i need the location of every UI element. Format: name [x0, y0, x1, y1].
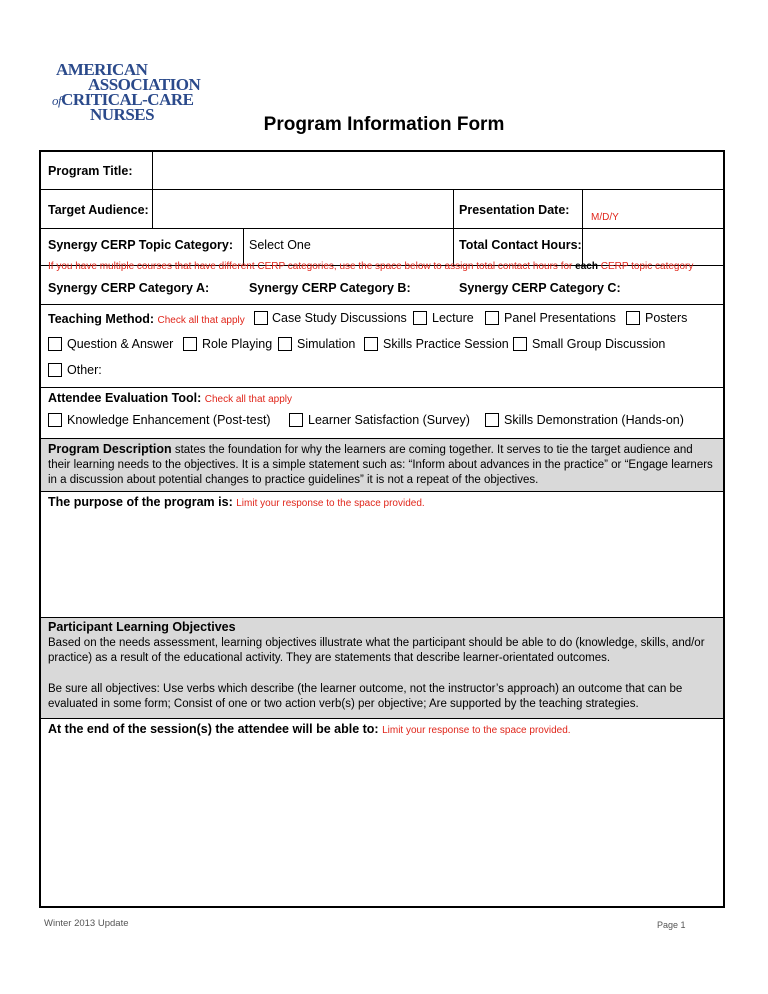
checkbox-question-answer[interactable] — [48, 337, 62, 351]
divider — [41, 304, 723, 305]
program-title-label: Program Title: — [48, 164, 133, 178]
purpose-hint: Limit your response to the space provided. — [236, 498, 425, 509]
evaluation-tool-label — [48, 390, 292, 408]
page-title — [0, 114, 768, 136]
category-b-label: Synergy CERP Category B: — [249, 281, 411, 295]
teaching-method-hint: Check all that apply — [157, 315, 245, 326]
footer-left: Winter 2013 Update — [44, 918, 129, 929]
logo-line-4: NURSES — [90, 105, 155, 124]
checkbox-simulation[interactable] — [278, 337, 292, 351]
objectives-response-area[interactable] — [41, 740, 723, 904]
presentation-date-label: Presentation Date: — [459, 203, 570, 217]
objectives-paragraph-2 — [48, 682, 718, 712]
option-case-study: Case Study Discussions — [272, 311, 407, 325]
aacn-logo — [52, 62, 212, 122]
evaluation-tool-hint: Check all that apply — [204, 394, 293, 405]
teaching-method-label-text: Teaching Method: — [48, 312, 155, 326]
checkbox-skills-demonstration[interactable] — [485, 413, 499, 427]
divider — [41, 387, 723, 388]
description-line-3: in a discussion about potential changes to practice guidelines” it is not a repeat of the objectives. — [48, 474, 539, 486]
synergy-topic-label: Synergy CERP Topic Category: — [48, 238, 233, 252]
objectives-heading: Participant Learning Objectives — [48, 620, 236, 634]
description-line-1: states the foundation for why the learners are coming together. It serves to tie the target audience and — [171, 444, 693, 456]
option-small-group: Small Group Discussion — [532, 337, 666, 351]
option-knowledge-enhancement: Knowledge Enhancement (Post-test) — [67, 413, 271, 427]
category-c-label: Synergy CERP Category C: — [459, 281, 621, 295]
option-posters: Posters — [645, 311, 688, 325]
option-role-playing: Role Playing — [202, 337, 273, 351]
total-contact-hours-label: Total Contact Hours: — [459, 238, 582, 252]
checkbox-learner-satisfaction[interactable] — [289, 413, 303, 427]
divider — [41, 718, 723, 719]
checkbox-panel-presentations[interactable] — [485, 311, 499, 325]
end-session-label — [48, 721, 571, 739]
target-audience-field[interactable] — [153, 190, 453, 228]
checkbox-small-group[interactable] — [513, 337, 527, 351]
category-a-label: Synergy CERP Category A: — [48, 281, 210, 295]
checkbox-role-playing[interactable] — [183, 337, 197, 351]
objectives-p1-line1: Based on the needs assessment, learning objectives illustrate what the participant should be able to do (knowledge, skills, and/or — [48, 637, 705, 649]
purpose-label — [48, 494, 425, 512]
target-audience-label — [48, 202, 149, 218]
teaching-method-label — [48, 311, 245, 329]
logo-line-1: AMERICAN — [56, 60, 148, 79]
end-session-hint: Limit your response to the space provided. — [382, 725, 571, 736]
target-audience-label-text: Target Audience: — [48, 203, 149, 217]
objectives-p2-line1: Be sure all objectives: Use verbs which describe (the learner outcome, not the instructor’s approach) an outcome that can be — [48, 683, 683, 695]
option-other: Other: — [67, 363, 102, 377]
checkbox-skills-practice[interactable] — [364, 337, 378, 351]
checkbox-other[interactable] — [48, 363, 62, 377]
description-line-2: their learning needs to the objectives. It is a simple statement such as: “Inform about advances in the practice” or “Engage learners — [48, 459, 713, 471]
footer-page-number: Page 1 — [657, 920, 686, 930]
objectives-paragraph-1 — [48, 636, 718, 666]
logo-of: of — [52, 93, 62, 108]
option-simulation: Simulation — [297, 337, 356, 351]
option-skills-demonstration: Skills Demonstration (Hands-on) — [504, 413, 684, 427]
objectives-p1-line2: practice) as a result of the educational activity. They are statements that describe learner-orientated outcomes. — [48, 652, 611, 664]
program-title-field[interactable] — [153, 152, 723, 189]
checkbox-posters[interactable] — [626, 311, 640, 325]
checkbox-case-study[interactable] — [254, 311, 268, 325]
program-form — [39, 150, 725, 908]
checkbox-knowledge-enhancement[interactable] — [48, 413, 62, 427]
note-text: If you have multiple courses that have different CERP categories, use the space below to assign total contact hours for — [48, 261, 576, 272]
presentation-date-field[interactable]: M/D/Y — [591, 212, 619, 223]
objectives-p2-line2: evaluated in some form; Consist of one or two action verb(s) per objective; Are supported by the teaching strategies. — [48, 698, 639, 710]
option-skills-practice: Skills Practice Session — [383, 337, 509, 351]
program-description — [48, 442, 718, 488]
note-bold: each — [575, 261, 598, 272]
description-heading: Program Description — [48, 442, 172, 456]
multi-category-note — [48, 260, 693, 274]
purpose-response-area[interactable] — [41, 512, 723, 616]
option-question-answer: Question & Answer — [67, 337, 174, 351]
option-learner-satisfaction: Learner Satisfaction (Survey) — [308, 413, 470, 427]
note-text-end: CERP topic category — [597, 261, 694, 272]
option-lecture: Lecture — [432, 311, 474, 325]
logo-line-3-text: CRITICAL-CARE — [61, 90, 194, 109]
evaluation-tool-label-text: Attendee Evaluation Tool: — [48, 391, 202, 405]
purpose-label-text: The purpose of the program is: — [48, 495, 233, 509]
divider — [41, 491, 723, 492]
option-panel-presentations: Panel Presentations — [504, 311, 616, 325]
page-title-text: Program Information Form — [263, 114, 505, 135]
logo-line-2: ASSOCIATION — [88, 75, 201, 94]
end-session-label-text: At the end of the session(s) the attendee will be able to: — [48, 722, 379, 736]
checkbox-lecture[interactable] — [413, 311, 427, 325]
topic-category-select[interactable]: Select One — [249, 238, 311, 252]
